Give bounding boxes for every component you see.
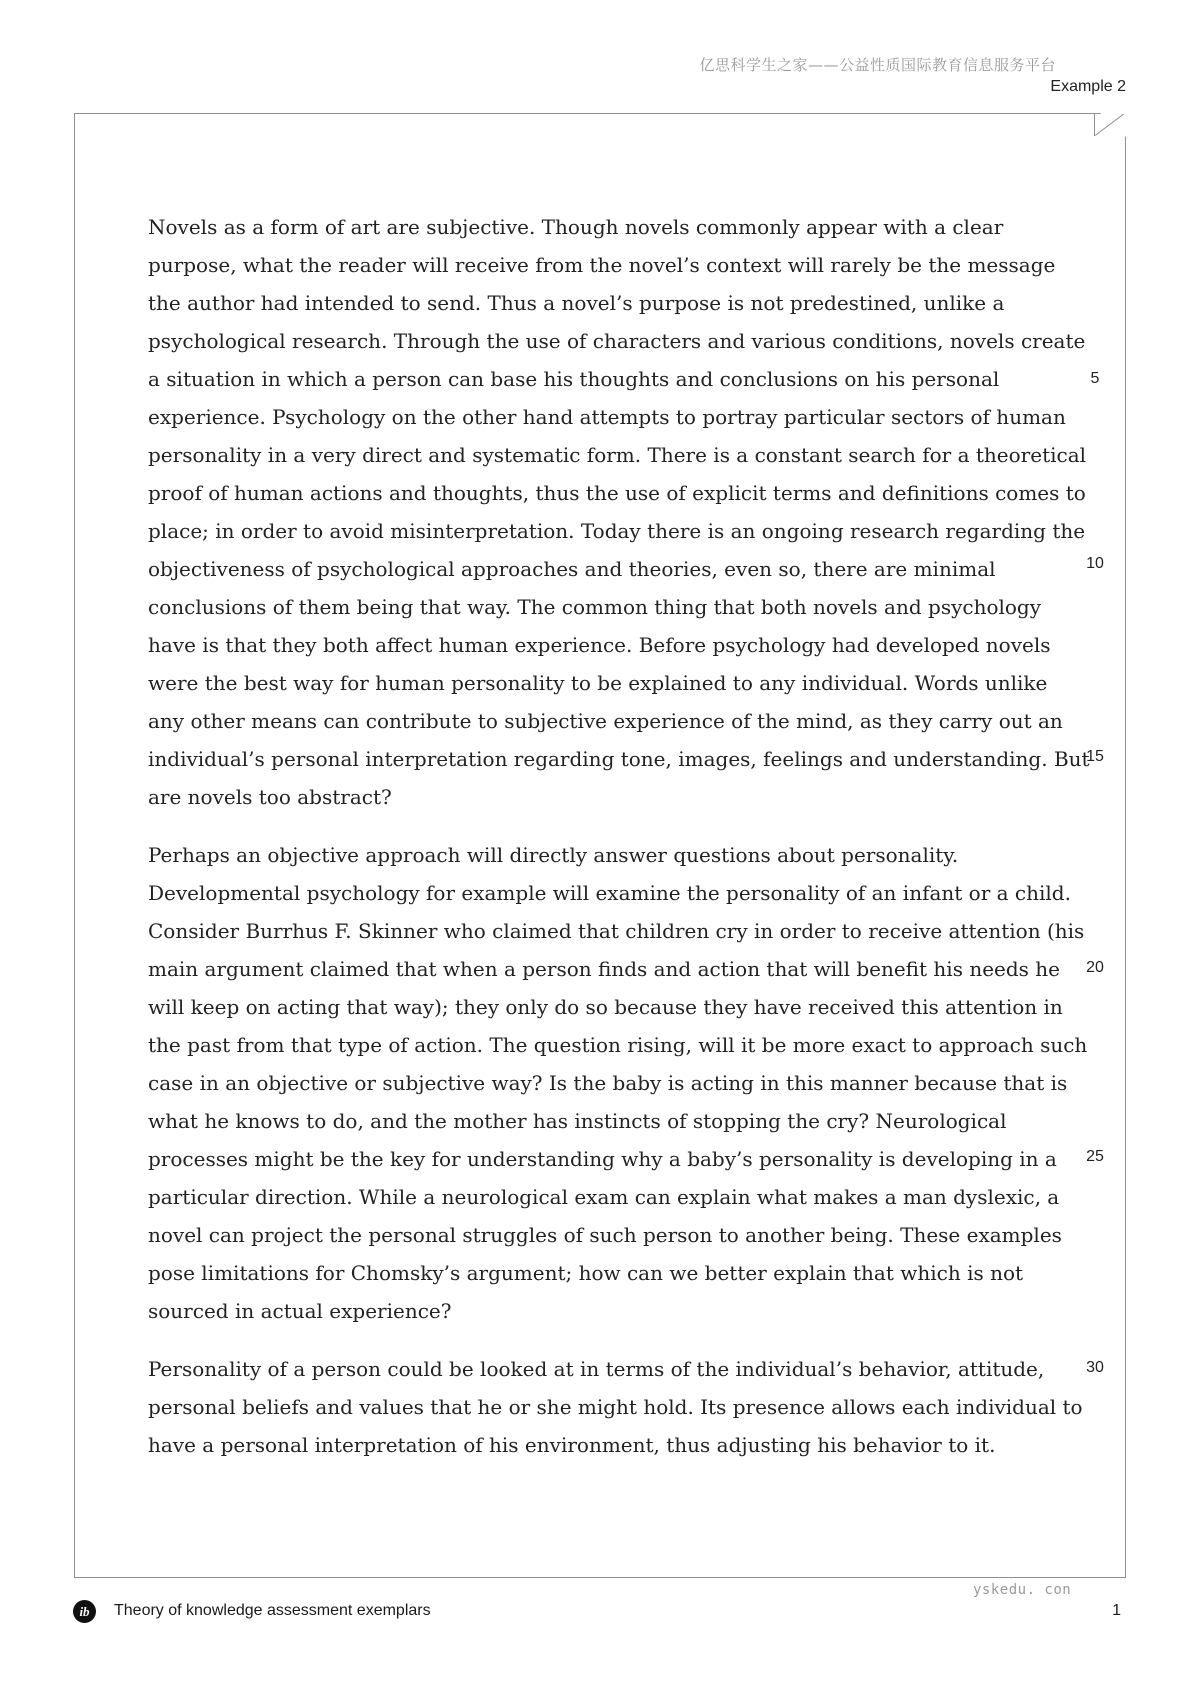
essay-line: purpose, what the reader will receive from the novel’s context will rarely be the message [148,253,1056,277]
essay-line: Developmental psychology for example will examine the personality of an infant or a child. [148,881,1071,905]
essay-paragraph-1 [148,208,1090,816]
essay-line: were the best way for human personality to be explained to any individual. Words unlike [148,671,1048,695]
footer-title: Theory of knowledge assessment exemplars [114,1602,431,1619]
essay-paragraph-3 [148,1350,1083,1464]
essay-line: main argument claimed that when a person finds and action that will benefit his needs he [148,957,1061,981]
header-watermark: 亿思科学生之家——公益性质国际教育信息服务平台 [699,56,1056,74]
essay-line: novel can project the personal struggles of such person to another being. These examples [148,1223,1062,1247]
essay-line: the author had intended to send. Thus a novel’s purpose is not predestined, unlike a [148,291,1005,315]
example-label: Example 2 [1050,78,1126,95]
essay-line: Perhaps an objective approach will directly answer questions about personality. [148,843,959,867]
essay-line: Novels as a form of art are subjective. Though novels commonly appear with a clear [148,215,1004,239]
essay-line: have is that they both affect human experience. Before psychology had developed novels [148,633,1051,657]
essay-body [148,208,1090,1484]
page-fold-line [1093,114,1125,142]
essay-line: are novels too abstract? [148,785,392,809]
essay-line: pose limitations for Chomsky’s argument; how can we better explain that which is not [148,1261,1024,1285]
footer-site-watermark: yskedu. con [973,1582,1072,1598]
essay-line: the past from that type of action. The question rising, will it be more exact to approach such [148,1033,1088,1057]
essay-line: psychological research. Through the use of characters and various conditions, novels create [148,329,1086,353]
essay-line: individual’s personal interpretation regarding tone, images, feelings and understanding. But [148,747,1090,771]
essay-line: have a personal interpretation of his environment, thus adjusting his behavior to it. [148,1433,996,1457]
essay-line: a situation in which a person can base his thoughts and conclusions on his personal [148,367,1000,391]
line-number: 15 [1086,748,1104,765]
essay-line: proof of human actions and thoughts, thus the use of explicit terms and definitions comes to [148,481,1086,505]
essay-line: case in an objective or subjective way? Is the baby is acting in this manner because that is [148,1071,1068,1095]
essay-line: processes might be the key for understanding why a baby’s personality is developing in a [148,1147,1057,1171]
essay-line: will keep on acting that way); they only do so because they have received this attention in [148,995,1063,1019]
essay-line: personality in a very direct and systematic form. There is a constant search for a theoretical [148,443,1087,467]
line-number: 30 [1086,1359,1104,1376]
essay-line: particular direction. While a neurological exam can explain what makes a man dyslexic, a [148,1185,1060,1209]
essay-line: place; in order to avoid misinterpretation. Today there is an ongoing research regarding the [148,519,1086,543]
page-number: 1 [1112,1602,1121,1619]
essay-line: objectiveness of psychological approaches and theories, even so, there are minimal [148,557,996,581]
essay-line: any other means can contribute to subjective experience of the mind, as they carry out an [148,709,1063,733]
essay-line: conclusions of them being that way. The common thing that both novels and psychology [148,595,1042,619]
line-number: 20 [1086,959,1104,976]
essay-line: Personality of a person could be looked at in terms of the individual’s behavior, attitude, [148,1357,1045,1381]
line-number: 25 [1086,1148,1104,1165]
essay-line: experience. Psychology on the other hand attempts to portray particular sectors of human [148,405,1066,429]
essay-line: Consider Burrhus F. Skinner who claimed that children cry in order to receive attention (his [148,919,1085,943]
line-number: 5 [1090,370,1100,387]
essay-line: what he knows to do, and the mother has instincts of stopping the cry? Neurological [148,1109,1007,1133]
essay-line: sourced in actual experience? [148,1299,452,1323]
essay-paragraph-2 [148,836,1088,1330]
ib-logo-icon: ib [73,1600,96,1623]
essay-line: personal beliefs and values that he or she might hold. Its presence allows each individual to [148,1395,1083,1419]
line-number: 10 [1086,555,1104,572]
